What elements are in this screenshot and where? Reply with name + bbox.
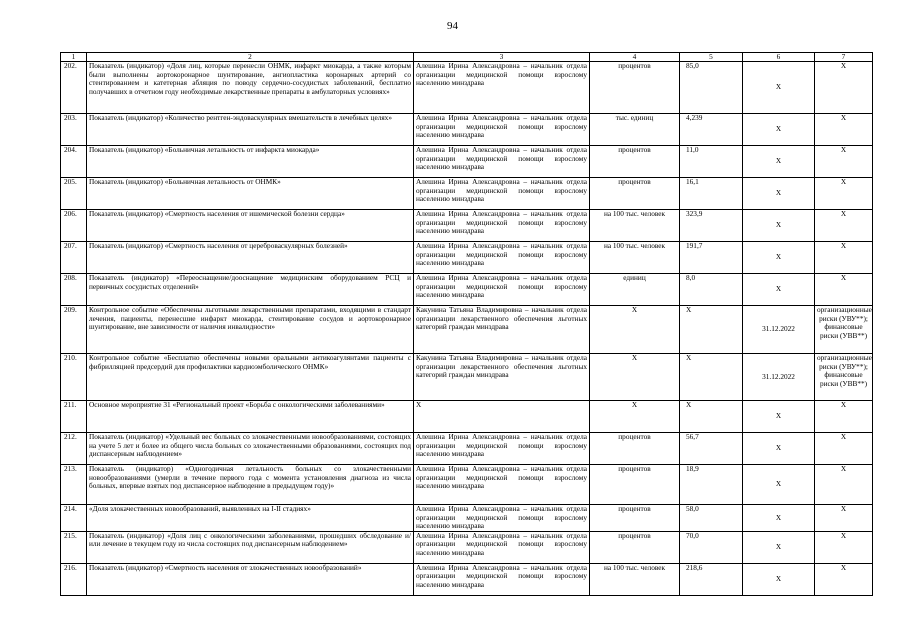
row-responsible: Алешина Ирина Александровна – начальник отдела организации медицинской помощи взрослому населению минздрава [414,210,590,242]
table-row [61,306,873,354]
row-number: 208. [61,274,87,306]
table-row [61,62,873,114]
row-description: Показатель (индикатор) «Доля лиц, которые перенесли ОНМК, инфаркт миокарда, а также которым были выполнены аортокоронарное шунтирование, ангиопластика коронарных артерий со стентированием и катетерная абляция по поводу сердечно-сосудистых заболеваний, бесплатно получавших в отчетном году необходимые лекарственные препараты в амбулаторных условиях» [87,62,414,114]
row-risk: организационные риски (УВУ**); финансовые риски (УВВ**) [815,306,873,354]
row-unit: процентов [590,62,680,114]
row-deadline: X [743,274,815,306]
row-deadline: X [743,114,815,146]
header-cell-4: 4 [590,53,680,62]
row-deadline: X [743,242,815,274]
row-number: 203. [61,114,87,146]
row-value: X [680,354,743,401]
row-risk: X [815,210,873,242]
row-risk: X [815,505,873,532]
row-deadline: X [743,563,815,595]
row-number: 210. [61,354,87,401]
header-cell-7: 7 [815,53,873,62]
row-description: Показатель (индикатор) «Количество рентген-эндоваскулярных вмешательств в лечебных целях» [87,114,414,146]
row-deadline: X [743,465,815,505]
row-value: 11,0 [680,146,743,178]
row-deadline: X [743,210,815,242]
row-description: Показатель (индикатор) «Смертность населения от ишемической болезни сердца» [87,210,414,242]
table-row [61,505,873,532]
row-number: 214. [61,505,87,532]
table-row [61,114,873,146]
table-row [61,210,873,242]
row-value: 18,9 [680,465,743,505]
table-row [61,401,873,433]
row-deadline: X [743,433,815,465]
row-deadline: 31.12.2022 [743,354,815,401]
row-responsible: Алешина Ирина Александровна – начальник отдела организации медицинской помощи взрослому населению минздрава [414,563,590,595]
row-number: 212. [61,433,87,465]
header-cell-1: 1 [61,53,87,62]
row-risk: организационные риски (УВУ**); финансовые риски (УВВ**) [815,354,873,401]
row-unit: процентов [590,178,680,210]
row-description: Контрольное событие «Обеспечены льготными лекарственными препаратами, входящими в стандарт лечения, пациенты, перенесшие инфаркт миокарда, стентирование сосудов и аортокоронарное шунтирование, вне зависимости от наличия инвалидности» [87,306,414,354]
row-unit: процентов [590,465,680,505]
row-description: Показатель (индикатор) «Переоснащение/дооснащение медицинским оборудованием РСЦ и первичных сосудистых отделений» [87,274,414,306]
row-number: 216. [61,563,87,595]
row-deadline: X [743,401,815,433]
row-risk: X [815,178,873,210]
table-row [61,465,873,505]
row-number: 206. [61,210,87,242]
row-value: 58,0 [680,505,743,532]
row-description: Показатель (индикатор) «Больничная летальность от ОНМК» [87,178,414,210]
row-value: 218,6 [680,563,743,595]
row-deadline: 31.12.2022 [743,306,815,354]
row-unit: на 100 тыс. человек [590,210,680,242]
row-responsible: Алешина Ирина Александровна – начальник отдела организации медицинской помощи взрослому населению минздрава [414,146,590,178]
row-value: 56,7 [680,433,743,465]
row-unit: процентов [590,505,680,532]
row-description: Контрольное событие «Бесплатно обеспечены новыми оральными антикоагулянтами пациенты с фибрилляцией предсердий для профилактики кардиоэмболического ОНМК» [87,354,414,401]
row-value: 191,7 [680,242,743,274]
row-responsible: Какунина Татьяна Владимировна – начальник отдела организации лекарственного обеспечения льготных категорий граждан минздрава [414,306,590,354]
row-risk: X [815,433,873,465]
table-row [61,146,873,178]
row-unit: процентов [590,531,680,563]
row-description: Показатель (индикатор) «Доля лиц с онкологическими заболеваниями, прошедших обследование и/или лечение в текущем году из числа состоящих под диспансерным наблюдением» [87,531,414,563]
row-description: Показатель (индикатор) «Удельный вес больных со злокачественными новообразованиями, состоящих на учете 5 лет и более из общего числа больных со злокачественными образованиями, состоящих под диспансерным наблюдением» [87,433,414,465]
table-row [61,178,873,210]
row-description: Показатель (индикатор) «Одногодичная летальность больных со злокачественными новообразованиями (умерли в течение первого года с момента установления диагноза из числа больных, впервые взятых под диспансерное наблюдение в предыдущем году)» [87,465,414,505]
row-responsible: Алешина Ирина Александровна – начальник отдела организации медицинской помощи взрослому населению минздрава [414,505,590,532]
row-risk: X [815,465,873,505]
table-row [61,563,873,595]
row-description: Основное мероприятие 31 «Региональный проект «Борьба с онкологическими заболеваниями» [87,401,414,433]
row-unit: X [590,306,680,354]
row-deadline: X [743,178,815,210]
header-cell-2: 2 [87,53,414,62]
row-risk: X [815,114,873,146]
row-unit: процентов [590,146,680,178]
row-number: 207. [61,242,87,274]
row-number: 211. [61,401,87,433]
row-deadline: X [743,505,815,532]
table-row [61,531,873,563]
row-description: «Доля злокачественных новообразований, выявленных на I-II стадиях» [87,505,414,532]
indicator-table [60,52,873,596]
row-risk: X [815,274,873,306]
row-risk: X [815,62,873,114]
row-deadline: X [743,146,815,178]
row-number: 202. [61,62,87,114]
row-responsible: Алешина Ирина Александровна – начальник отдела организации медицинской помощи взрослому населению минздрава [414,242,590,274]
row-deadline: X [743,62,815,114]
row-number: 205. [61,178,87,210]
row-unit: на 100 тыс. человек [590,563,680,595]
row-deadline: X [743,531,815,563]
row-unit: X [590,401,680,433]
row-responsible: Алешина Ирина Александровна – начальник отдела организации медицинской помощи взрослому населению минздрава [414,433,590,465]
row-risk: X [815,242,873,274]
row-description: Показатель (индикатор) «Смертность населения от злокачественных новообразований» [87,563,414,595]
table-row [61,274,873,306]
page-number: 94 [447,20,458,32]
row-unit: на 100 тыс. человек [590,242,680,274]
row-risk: X [815,531,873,563]
row-value: 8,0 [680,274,743,306]
row-responsible: Алешина Ирина Александровна – начальник отдела организации медицинской помощи взрослому населению минздрава [414,178,590,210]
row-description: Показатель (индикатор) «Больничная летальность от инфаркта миокарда» [87,146,414,178]
row-responsible: Алешина Ирина Александровна – начальник отдела организации медицинской помощи взрослому населению минздрава [414,531,590,563]
row-unit: X [590,354,680,401]
row-value: X [680,306,743,354]
row-responsible: Алешина Ирина Александровна – начальник отдела организации медицинской помощи взрослому населению минздрава [414,62,590,114]
row-number: 213. [61,465,87,505]
table-row [61,242,873,274]
row-value: X [680,401,743,433]
row-description: Показатель (индикатор) «Смертность населения от цереброваскулярных болезней» [87,242,414,274]
row-responsible: Алешина Ирина Александровна – начальник отдела организации медицинской помощи взрослому населению минздрава [414,114,590,146]
row-risk: X [815,401,873,433]
row-value: 85,0 [680,62,743,114]
header-cell-6: 6 [743,53,815,62]
row-number: 204. [61,146,87,178]
row-responsible: Алешина Ирина Александровна – начальник отдела организации медицинской помощи взрослому населению минздрава [414,274,590,306]
row-unit: процентов [590,433,680,465]
row-responsible: Какунина Татьяна Владимировна – начальник отдела организации лекарственного обеспечения льготных категорий граждан минздрава [414,354,590,401]
table-row [61,433,873,465]
row-responsible: Алешина Ирина Александровна – начальник отдела организации медицинской помощи взрослому населению минздрава [414,465,590,505]
row-number: 209. [61,306,87,354]
row-unit: единиц [590,274,680,306]
row-value: 70,0 [680,531,743,563]
row-value: 16,1 [680,178,743,210]
header-cell-3: 3 [414,53,590,62]
row-responsible: X [414,401,590,433]
row-value: 323,9 [680,210,743,242]
row-unit: тыс. единиц [590,114,680,146]
row-value: 4,239 [680,114,743,146]
row-risk: X [815,563,873,595]
row-number: 215. [61,531,87,563]
table-row [61,354,873,401]
header-cell-5: 5 [680,53,743,62]
row-risk: X [815,146,873,178]
